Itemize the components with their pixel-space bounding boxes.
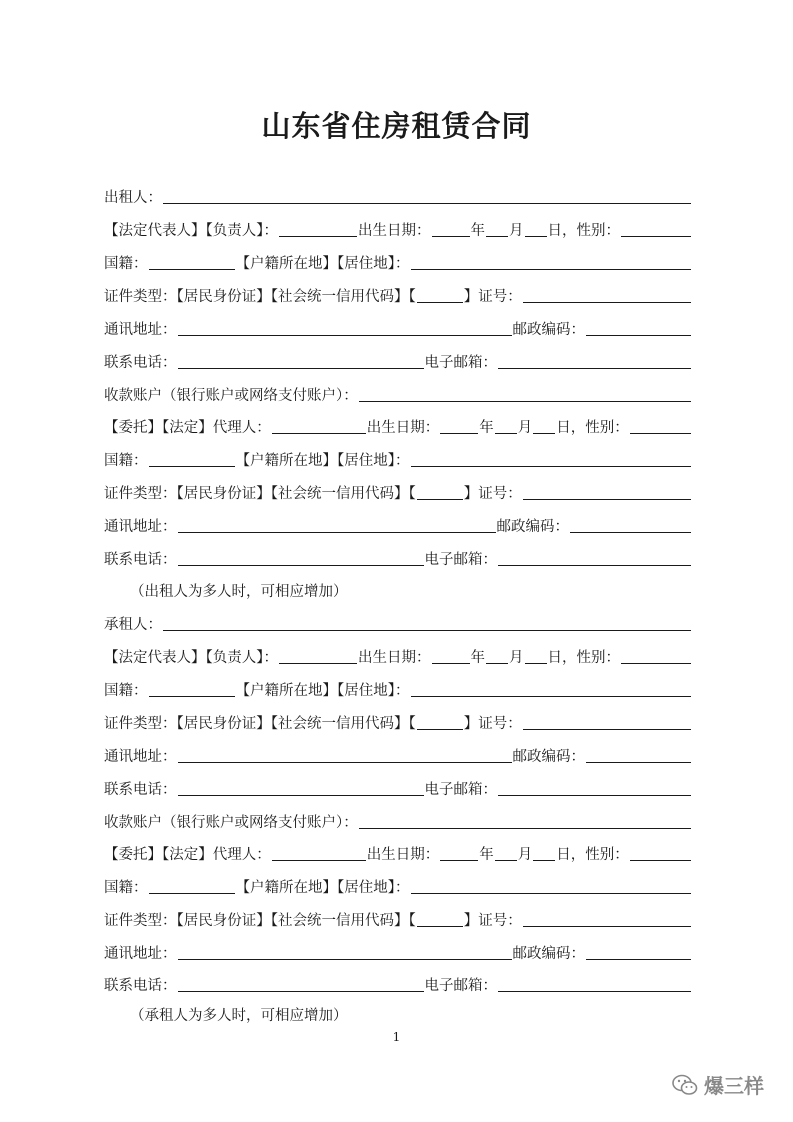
lessee-note-line: [130, 1001, 692, 1025]
agent-id-line: [104, 479, 692, 503]
domicile-blank[interactable]: [411, 253, 692, 270]
account-label: 收款账户（银行账户或网络支付账户）：: [104, 388, 358, 404]
birth-month-blank[interactable]: [486, 220, 508, 237]
lessor-nationality-line: [104, 249, 692, 273]
agent-address-line: [104, 512, 692, 536]
id-type-label: 证件类型：【居民身份证】【社会统一信用代码】【: [104, 289, 416, 305]
address-label: 通讯地址：: [104, 946, 177, 962]
gender-blank[interactable]: [621, 647, 691, 664]
lessee-id-line: [104, 709, 692, 733]
id-number-blank[interactable]: [523, 713, 691, 730]
lessor-name-label: 出租人：: [104, 190, 162, 206]
phone-blank[interactable]: [178, 779, 424, 796]
birth-label: 出生日期：: [366, 847, 440, 863]
email-blank[interactable]: [498, 549, 691, 566]
id-number-label: 】证号：: [463, 486, 522, 502]
email-blank[interactable]: [498, 779, 691, 796]
postcode-label: 邮政编码：: [512, 946, 585, 962]
id-type-blank[interactable]: [417, 286, 463, 303]
postcode-blank[interactable]: [586, 319, 691, 336]
gender-blank[interactable]: [621, 220, 691, 237]
lessee-agent-address-line: [104, 939, 692, 963]
address-label: 通讯地址：: [104, 322, 177, 338]
day-gender-label: 日，性别：: [556, 420, 629, 436]
lessee-phone-line: [104, 775, 692, 799]
domicile-blank[interactable]: [411, 877, 692, 894]
id-type-label: 证件类型：【居民身份证】【社会统一信用代码】【: [104, 486, 416, 502]
address-label: 通讯地址：: [104, 519, 177, 535]
domicile-label: 【户籍所在地】【居住地】：: [235, 453, 410, 469]
phone-blank[interactable]: [178, 549, 424, 566]
lessor-account-line: [104, 381, 692, 405]
agent-name-blank[interactable]: [272, 417, 366, 434]
lessor-name-blank[interactable]: [163, 187, 691, 204]
email-label: 电子邮箱：: [424, 355, 497, 371]
postcode-label: 邮政编码：: [496, 519, 569, 535]
birth-day-blank[interactable]: [525, 220, 547, 237]
nationality-blank[interactable]: [149, 253, 235, 270]
phone-label: 联系电话：: [104, 782, 177, 798]
lessee-agent-line: [104, 840, 692, 864]
address-label: 通讯地址：: [104, 749, 177, 765]
year-label: 年: [470, 223, 485, 239]
wechat-icon: [672, 1074, 698, 1096]
nationality-blank[interactable]: [149, 450, 235, 467]
domicile-blank[interactable]: [411, 450, 692, 467]
lessee-note: （承租人为多人时，可相应增加）: [130, 1008, 348, 1024]
lessor-agent-line: [104, 413, 692, 437]
phone-label: 联系电话：: [104, 552, 177, 568]
lessee-rep-line: [104, 643, 692, 667]
watermark-text: 爆三样: [704, 1074, 764, 1098]
month-label: 月: [517, 847, 533, 863]
id-number-label: 】证号：: [463, 913, 522, 929]
domicile-label: 【户籍所在地】【居住地】：: [235, 880, 410, 896]
phone-blank[interactable]: [178, 352, 424, 369]
nationality-label: 国籍：: [104, 683, 148, 699]
year-label: 年: [479, 420, 494, 436]
birth-year-blank[interactable]: [432, 220, 470, 237]
nationality-label: 国籍：: [104, 453, 148, 469]
lessor-note-line: [130, 577, 692, 601]
lessor-name-line: [104, 183, 692, 207]
postcode-blank[interactable]: [586, 746, 691, 763]
birth-month-blank[interactable]: [495, 844, 517, 861]
email-blank[interactable]: [498, 352, 691, 369]
id-type-label: 证件类型：【居民身份证】【社会统一信用代码】【: [104, 913, 416, 929]
postcode-label: 邮政编码：: [512, 322, 585, 338]
lessee-agent-phone-line: [104, 971, 692, 995]
month-label: 月: [509, 650, 524, 666]
page-number: 1: [392, 1030, 401, 1044]
agent-label: 【委托】【法定】代理人：: [104, 420, 271, 436]
birth-month-blank[interactable]: [486, 647, 508, 664]
lessee-name-label: 承租人：: [104, 617, 162, 633]
phone-label: 联系电话：: [104, 978, 177, 994]
gender-blank[interactable]: [630, 417, 691, 434]
lessee-agent-nationality-line: [104, 873, 692, 897]
lessee-name-line: [104, 610, 692, 634]
rep-name-blank[interactable]: [279, 647, 357, 664]
email-label: 电子邮箱：: [424, 552, 497, 568]
address-blank[interactable]: [178, 746, 512, 763]
birth-year-blank[interactable]: [440, 417, 478, 434]
document-title: 山东省住房租赁合同: [261, 109, 532, 143]
address-blank[interactable]: [178, 943, 512, 960]
lessee-account-line: [104, 808, 692, 832]
id-type-blank[interactable]: [417, 713, 463, 730]
address-blank[interactable]: [178, 516, 496, 533]
nationality-blank[interactable]: [149, 680, 235, 697]
phone-label: 联系电话：: [104, 355, 177, 371]
id-type-label: 证件类型：【居民身份证】【社会统一信用代码】【: [104, 716, 416, 732]
agent-nationality-line: [104, 446, 692, 470]
lessee-address-line: [104, 742, 692, 766]
domicile-blank[interactable]: [411, 680, 692, 697]
domicile-label: 【户籍所在地】【居住地】：: [235, 256, 410, 272]
birth-year-blank[interactable]: [432, 647, 470, 664]
postcode-blank[interactable]: [586, 943, 691, 960]
month-label: 月: [517, 420, 533, 436]
email-label: 电子邮箱：: [424, 978, 497, 994]
watermark: [672, 1070, 764, 1099]
agent-name-blank[interactable]: [272, 844, 366, 861]
email-blank[interactable]: [498, 975, 691, 992]
day-gender-label: 日，性别：: [547, 650, 620, 666]
lessee-name-blank[interactable]: [163, 614, 691, 631]
agent-label: 【委托】【法定】代理人：: [104, 847, 271, 863]
year-label: 年: [479, 847, 494, 863]
id-number-label: 】证号：: [463, 716, 522, 732]
lessee-nationality-line: [104, 676, 692, 700]
birth-label: 出生日期：: [358, 223, 431, 239]
id-type-blank[interactable]: [417, 910, 463, 927]
lessor-phone-line: [104, 348, 692, 372]
year-label: 年: [470, 650, 485, 666]
id-number-label: 】证号：: [463, 289, 522, 305]
account-blank[interactable]: [359, 385, 691, 402]
lessee-agent-id-line: [104, 906, 692, 930]
lessor-id-line: [104, 282, 692, 306]
birth-day-blank[interactable]: [533, 844, 555, 861]
id-number-blank[interactable]: [523, 483, 691, 500]
nationality-label: 国籍：: [104, 256, 148, 272]
domicile-label: 【户籍所在地】【居住地】：: [235, 683, 410, 699]
birth-label: 出生日期：: [358, 650, 431, 666]
gender-blank[interactable]: [630, 844, 691, 861]
id-number-blank[interactable]: [523, 910, 691, 927]
rep-label: 【法定代表人】【负责人】：: [104, 650, 278, 666]
day-gender-label: 日，性别：: [547, 223, 620, 239]
lessor-note: （出租人为多人时，可相应增加）: [130, 584, 348, 600]
birth-year-blank[interactable]: [440, 844, 478, 861]
birth-day-blank[interactable]: [525, 647, 547, 664]
account-blank[interactable]: [359, 812, 691, 829]
nationality-blank[interactable]: [149, 877, 235, 894]
account-label: 收款账户（银行账户或网络支付账户）：: [104, 815, 358, 831]
nationality-label: 国籍：: [104, 880, 148, 896]
lessor-address-line: [104, 315, 692, 339]
postcode-blank[interactable]: [570, 516, 691, 533]
id-number-blank[interactable]: [523, 286, 691, 303]
lessor-rep-line: [104, 216, 692, 240]
email-label: 电子邮箱：: [424, 782, 497, 798]
id-type-blank[interactable]: [417, 483, 463, 500]
birth-day-blank[interactable]: [533, 417, 555, 434]
day-gender-label: 日，性别：: [556, 847, 629, 863]
month-label: 月: [509, 223, 524, 239]
rep-name-blank[interactable]: [279, 220, 357, 237]
birth-label: 出生日期：: [366, 420, 440, 436]
postcode-label: 邮政编码：: [512, 749, 585, 765]
rep-label: 【法定代表人】【负责人】：: [104, 223, 278, 239]
phone-blank[interactable]: [178, 975, 424, 992]
birth-month-blank[interactable]: [495, 417, 517, 434]
address-blank[interactable]: [178, 319, 512, 336]
agent-phone-line: [104, 545, 692, 569]
